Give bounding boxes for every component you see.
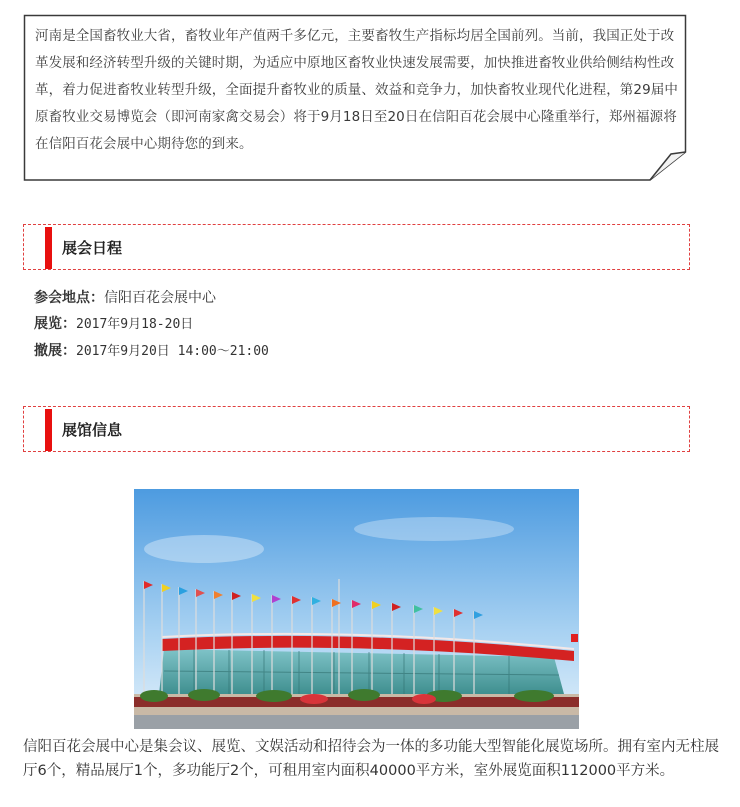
hall-description: 信阳百花会展中心是集会议、展览、文娱活动和招待会为一体的多功能大型智能化展览场所。拥有室内无柱展厅6个，精品展厅1个，多功能厅2个，可租用室内面积40000平方米，室外展览面积112000平方米。 xyxy=(23,739,719,779)
venue-label: 参会地点： xyxy=(34,290,104,306)
schedule-details xyxy=(34,285,269,365)
section-accent-bar xyxy=(45,409,52,451)
schedule-section-header xyxy=(23,224,690,270)
exhibit-value: 2017年9月18-20日 xyxy=(76,317,194,332)
exhibition-center-photo xyxy=(134,489,579,729)
section-accent-bar xyxy=(45,227,52,269)
intro-text: 河南是全国畜牧业大省，畜牧业年产值两千多亿元，主要畜牧生产指标均居全国前列。当前，我国正处于改革发展和经济转型升级的关键时期，为适应中原地区畜牧业快速发展需要，加快推进畜牧业供给侧结构性改革，着力促进畜牧业转型升级，全面提升畜牧业的质量、效益和竞争力，加快畜牧业现代化进程，第29届中原畜牧业交易博览会（即河南家禽交易会）将于9月18日至20日在信阳百花会展中心隆重举行，郑州福源将在信阳百花会展中心期待您的到来。 xyxy=(35,28,678,152)
schedule-title: 展会日程 xyxy=(62,239,123,257)
exhibit-row xyxy=(34,311,269,338)
intro-card xyxy=(23,14,687,182)
teardown-label: 撤展： xyxy=(34,343,76,359)
hall-title: 展馆信息 xyxy=(62,421,123,439)
venue-value: 信阳百花会展中心 xyxy=(104,290,216,306)
hall-section-header xyxy=(23,406,690,452)
teardown-value: 2017年9月20日 14:00～21:00 xyxy=(76,344,269,359)
venue-row xyxy=(34,285,269,311)
exhibit-label: 展览： xyxy=(34,316,76,332)
teardown-row xyxy=(34,338,269,365)
